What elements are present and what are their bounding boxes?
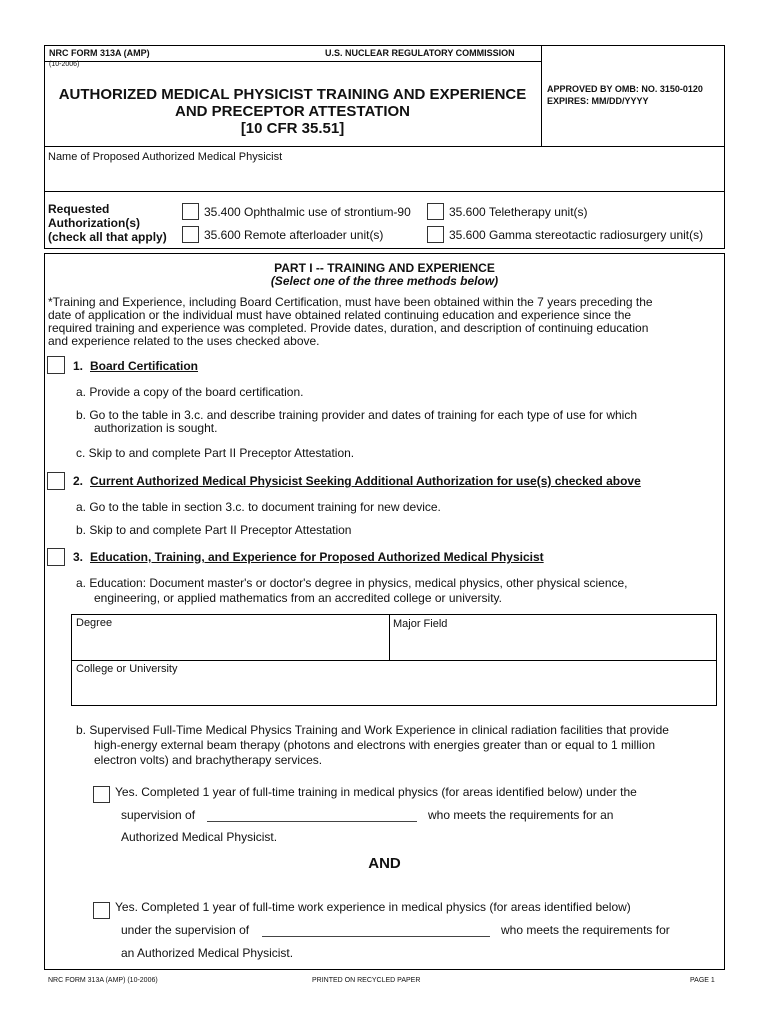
training-amp-text: Authorized Medical Physicist. — [121, 830, 278, 844]
checkbox-work-experience[interactable] — [93, 902, 110, 919]
work-meets-text: who meets the requirements for — [501, 923, 670, 937]
option-gamma-stereotactic: 35.600 Gamma stereotactic radiosurgery unit(s) — [449, 228, 704, 242]
intro-line-2: date of application or the individual must have obtained related continuing education and experience since the — [48, 308, 632, 322]
option-teletherapy: 35.600 Teletherapy unit(s) — [449, 205, 588, 219]
degree-input[interactable] — [76, 634, 388, 656]
work-amp-text: an Authorized Medical Physicist. — [121, 946, 294, 960]
major-field-input[interactable] — [393, 634, 715, 656]
option-remote-afterloader: 35.600 Remote afterloader unit(s) — [204, 228, 384, 242]
form-title-line1: AUTHORIZED MEDICAL PHYSICIST TRAINING AND EXPERIENCE — [58, 86, 527, 103]
option-strontium-90: 35.400 Ophthalmic use of strontium-90 — [204, 205, 411, 219]
section1-number: 1. — [73, 359, 84, 373]
section2-title: Current Authorized Medical Physicist Seeking Additional Authorization for use(s) checked above — [90, 474, 641, 488]
intro-line-4: and experience related to the uses checked above. — [48, 334, 320, 348]
section1-item-c: c. Skip to and complete Part II Preceptor Attestation. — [76, 446, 355, 460]
checkbox-training-year[interactable] — [93, 786, 110, 803]
college-label: College or University — [76, 663, 178, 675]
footer-recycled: PRINTED ON RECYCLED PAPER — [312, 977, 421, 984]
section3-item-b-line2: high-energy external beam therapy (photons and electrons with energies greater than or equal to 1 million — [94, 738, 655, 752]
checkbox-gamma-stereotactic[interactable] — [427, 226, 444, 243]
requested-label-line2: Authorization(s) — [48, 216, 140, 230]
work-supervisor-blank[interactable] — [262, 936, 490, 937]
section1-item-a: a. Provide a copy of the board certification. — [76, 385, 304, 399]
section3-item-b-line1: b. Supervised Full-Time Medical Physics Training and Work Experience in clinical radiation facilities that provide — [76, 723, 669, 737]
part1-title: PART I -- TRAINING AND EXPERIENCE — [274, 261, 495, 275]
form-title-line2: AND PRECEPTOR ATTESTATION — [174, 103, 410, 120]
name-field-label: Name of Proposed Authorized Medical Physicist — [48, 151, 283, 163]
section3-number: 3. — [73, 550, 84, 564]
checkbox-strontium-90[interactable] — [182, 203, 199, 220]
training-meets-text: who meets the requirements for an — [428, 808, 614, 822]
section3-item-b-line3: electron volts) and brachytherapy services. — [94, 753, 323, 767]
requested-label-line3: (check all that apply) — [48, 230, 167, 244]
college-input[interactable] — [76, 680, 716, 702]
checkbox-remote-afterloader[interactable] — [182, 226, 199, 243]
omb-number: APPROVED BY OMB: NO. 3150-0120 — [547, 84, 703, 94]
requested-label — [48, 202, 167, 244]
section2-number: 2. — [73, 474, 84, 488]
section1-item-b-line1: b. Go to the table in 3.c. and describe training provider and dates of training for each type of use for which — [76, 408, 637, 422]
section3-item-a-line2: engineering, or applied mathematics from an accredited college or university. — [94, 591, 502, 605]
form-title-line3: [10 CFR 35.51] — [240, 120, 345, 137]
header-agency-rule — [44, 61, 541, 62]
form-date: (10-2006) — [49, 61, 80, 68]
expiration-date: EXPIRES: MM/DD/YYYY — [547, 96, 649, 106]
header-divider — [541, 45, 542, 147]
and-connector: AND — [368, 855, 401, 872]
degree-label: Degree — [76, 617, 113, 629]
part1-subtitle: (Select one of the three methods below) — [270, 274, 499, 288]
intro-line-3: required training and experience was completed. Provide dates, duration, and description of continuing education — [48, 321, 649, 335]
footer-page-number: PAGE 1 — [690, 977, 715, 984]
training-supervisor-blank[interactable] — [207, 821, 417, 822]
education-table-row-divider — [71, 660, 717, 661]
section2-item-b: b. Skip to and complete Part II Preceptor Attestation — [76, 523, 352, 537]
checkbox-teletherapy[interactable] — [427, 203, 444, 220]
checkbox-education-training[interactable] — [47, 548, 65, 566]
footer-form-id: NRC FORM 313A (AMP) (10-2006) — [48, 977, 158, 984]
name-field-input[interactable] — [48, 168, 722, 190]
part1-intro — [48, 296, 653, 348]
form-id: NRC FORM 313A (AMP) — [49, 48, 150, 58]
agency-name: U.S. NUCLEAR REGULATORY COMMISSION — [325, 48, 515, 58]
checkbox-current-amp[interactable] — [47, 472, 65, 490]
section3-item-a-line1: a. Education: Document master's or doctor's degree in physics, medical physics, other physical science, — [76, 576, 628, 590]
checkbox-board-certification[interactable] — [47, 356, 65, 374]
section2-item-a: a. Go to the table in section 3.c. to document training for new device. — [76, 500, 441, 514]
intro-line-1: *Training and Experience, including Board Certification, must have been obtained within the 7 years preceding the — [48, 295, 653, 309]
training-supervision-label: supervision of — [121, 808, 196, 822]
major-field-label: Major Field — [393, 618, 448, 630]
education-table-col-divider — [389, 614, 390, 660]
requested-label-line1: Requested — [48, 202, 110, 216]
section1-item-b-line2: authorization is sought. — [94, 421, 218, 435]
section3-title: Education, Training, and Experience for Proposed Authorized Medical Physicist — [90, 550, 544, 564]
section1-title: Board Certification — [90, 359, 199, 373]
work-supervision-label: under the supervision of — [121, 923, 250, 937]
work-experience-text: Yes. Completed 1 year of full-time work experience in medical physics (for areas identified below) — [115, 900, 631, 914]
training-year-text: Yes. Completed 1 year of full-time training in medical physics (for areas identified below) under the — [115, 785, 637, 799]
